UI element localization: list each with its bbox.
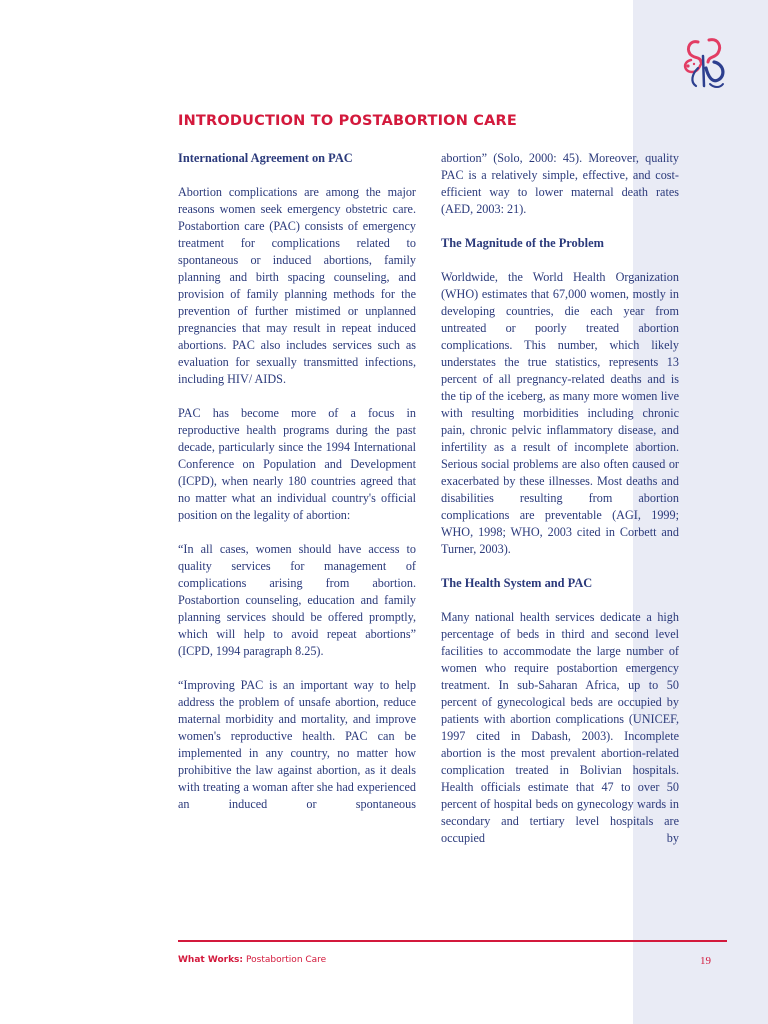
paragraph: Abortion complications are among the major reasons women seek emergency obstetric care. Postabortion care (PAC) consists of emergency treatment for complications related to spontaneous or induced abortions, family planning and birth spacing counseling, and provision of family planning methods for the prevention of further mistimed or unplanned pregnancies that may result in repeat induced abortions. PAC also includes services such as evaluation for sexually transmitted infections, including HIV/ AIDS. (178, 185, 416, 386)
section-heading-magnitude: The Magnitude of the Problem (441, 236, 604, 250)
butterfly-logo-icon (668, 34, 738, 94)
section-heading-international-agreement: International Agreement on PAC (178, 151, 353, 165)
page-number: 19 (700, 955, 711, 967)
paragraph: Many national health services dedicate a high percentage of beds in third and second level facilities to accommodate the large number of women who require postabortion emergency treatment. In sub-Saharan Africa, up to 50 percent of gynecological beds are occupied by patients with abortion complications (UNICEF, 1997 cited in Dabash, 2003). Incomplete abortion is the most prevalent abortion-related complication treated in Bolivian hospitals. Health officials estimate that 47 to over 50 percent of hospital beds on gynecology wards in secondary and tertiary level hospitals are occupied by (441, 610, 679, 845)
left-column (178, 150, 416, 830)
page-title: INTRODUCTION TO POSTABORTION CARE (178, 113, 518, 129)
section-heading-health-system: The Health System and PAC (441, 576, 593, 590)
right-column (441, 150, 679, 864)
paragraph: PAC has become more of a focus in reproductive health programs during the past decade, particularly since the 1994 International Conference on Population and Development (ICPD), when nearly 180 countries agreed that no matter what an individual country's official position on the legality of abortion: (178, 406, 416, 522)
paragraph-continuation: abortion” (Solo, 2000: 45). Moreover, quality PAC is a relatively simple, effective, and cost-efficient way to lower maternal death rates (AED, 2003: 21). (441, 151, 679, 216)
quote-paragraph: “In all cases, women should have access to quality services for management of complications arising from abortion. Postabortion counseling, education and family planning services should be offered promptly, which will help to avoid repeat abortions” (ICPD, 1994 paragraph 8.25). (178, 542, 416, 658)
footer-series-light: Postabortion Care (246, 955, 327, 965)
footer-series-title (178, 955, 326, 965)
footer-divider (178, 940, 727, 942)
footer-series-bold: What Works: (178, 955, 244, 965)
paragraph: Worldwide, the World Health Organization (WHO) estimates that 67,000 women, mostly in developing countries, die each year from untreated or poorly treated abortion complications. This number, which likely understates the true statistics, represents 13 percent of all pregnancy-related deaths and is the tip of the iceberg, as many more women live with resulting morbidities including chronic pain, chronic pelvic inflammatory disease, and infertility as a result of incomplete abortion. Serious social problems are also often caused or exacerbated by these illnesses. Most deaths and disabilities resulting from abortion complications are preventable (AGI, 1999; WHO, 1998; WHO, 2003 cited in Corbett and Turner, 2003). (441, 270, 679, 556)
quote-paragraph: “Improving PAC is an important way to help address the problem of unsafe abortion, reduce maternal morbidity and mortality, and improve women's reproductive health. PAC can be implemented in any country, no matter how prohibitive the law against abortion, as it deals with treating a woman after she had experienced an induced or spontaneous (178, 678, 416, 811)
